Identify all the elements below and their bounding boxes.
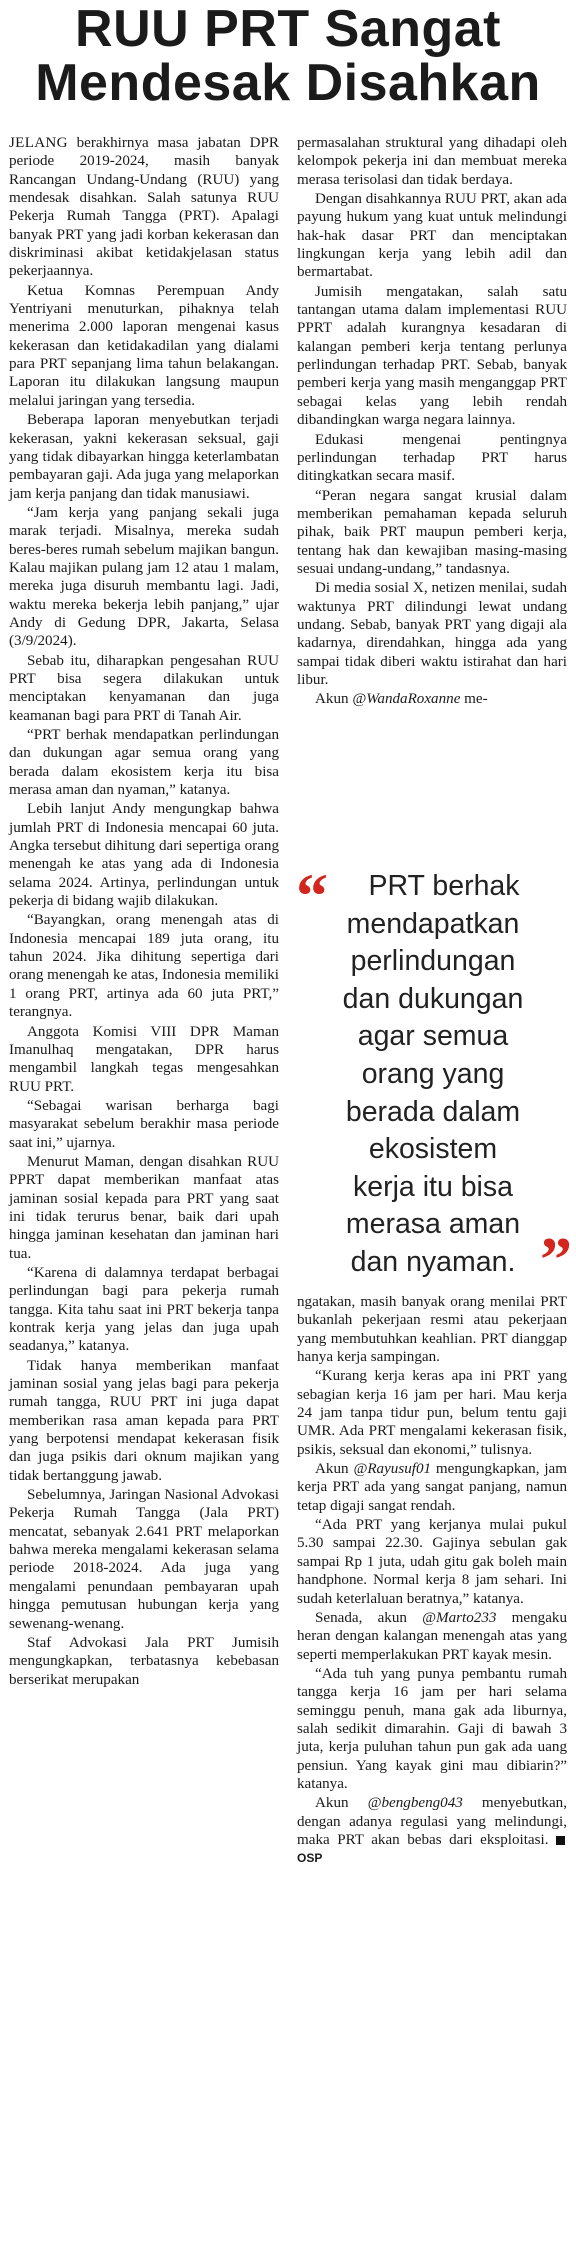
paragraph: “Ada tuh yang punya pembantu rumah tangga kerja 16 jam per hari selama seminggu penuh, mana gak ada liburnya, salah sedikit dimarahin. Gaji di bawah 3 juta, kerja puluhan tahun pun gak ada uang pensiun. Yang kayak gini mau dibiarin?” katanya. bbox=[297, 1665, 567, 1792]
pull-quote-line: perlindungan bbox=[350, 945, 516, 978]
pull-quote-line: ekosistem bbox=[368, 1133, 498, 1166]
pull-quote-line: PRT berhak bbox=[368, 870, 520, 902]
social-handle: @bengbeng043 bbox=[367, 1795, 463, 1812]
pull-quote-line: agar semua bbox=[357, 1020, 509, 1053]
right-column-top bbox=[297, 134, 567, 710]
quote-close-mark: ” bbox=[540, 1224, 572, 1295]
pull-quote-line: berada dalam bbox=[345, 1095, 521, 1128]
paragraph: Tidak hanya memberikan manfaat jaminan sosial yang jelas bagi para pekerja rumah tangga, RUU PRT ini juga dapat memberikan rasa aman kepada para PRT yang berpotensi mendapat kekerasan fisik dan juga psikis dari oknum majikan yang tidak bertanggung jawab. bbox=[9, 1357, 279, 1484]
author-signoff: OSP bbox=[297, 1851, 323, 1866]
paragraph: “Peran negara sangat krusial dalam memberikan pemahaman kepada seluruh pihak, baik PRT maupun pemberi kerja, tentang hak dan kewajiban masing-masing sesuai undang-undang,” tandasnya. bbox=[297, 487, 567, 577]
social-handle: @Marto233 bbox=[422, 1609, 497, 1626]
pull-quote-line: mendapatkan bbox=[346, 907, 520, 940]
paragraph: ngatakan, masih banyak orang menilai PRT bukanlah pekerjaan resmi atau pekerjaan yang membutuhkan keahlian. PRT dianggap hanya kerja sampingan. bbox=[297, 1294, 567, 1366]
end-of-article-icon bbox=[556, 1836, 565, 1845]
paragraph: Dengan disahkannya RUU PRT, akan ada payung hukum yang kuat untuk melindungi hak-hak dasar PRT dan menciptakan lingkungan kerja yang lebih adil dan bermartabat. bbox=[297, 191, 567, 281]
paragraph: Akun @bengbeng043 menyebutkan, dengan adanya regulasi yang melindungi, maka PRT akan bebas dari eksploitasi. OSP bbox=[297, 1795, 567, 1866]
paragraph: Di media sosial X, netizen menilai, sudah waktunya PRT dilindungi lewat undang undang. Sebab, banyak PRT yang digaji ala kadarnya, direndahkan, hingga ada yang sampai tidak diberi waktu istirahat dan hari libur. bbox=[297, 580, 567, 688]
pull-quote-line: dan dukungan bbox=[342, 982, 524, 1015]
left-column bbox=[9, 134, 279, 2234]
paragraph: “Jam kerja yang panjang sekali juga marak terjadi. Misalnya, mereka sudah beres-beres rumah sebelum majikan bangun. Kalau majikan pulang jam 12 atau 1 malam, mereka juga disuruh membantu lagi. Jadi, waktu mereka bekerja lebih panjang,” ujar Andy di Gedung DPR, Jakarta, Selasa (3/9/2024). bbox=[9, 504, 279, 650]
paragraph: Jumisih mengatakan, salah satu tantangan utama dalam implementasi RUU PPRT adalah kurangnya kesadaran di kalangan pemberi kerja tentang perlunya perlindungan terhadap PRT. Sebab, banyak pemberi kerja yang masih menganggap PRT sebagai kelas yang lebih rendah dibandingkan warga negara lainnya. bbox=[297, 283, 567, 429]
social-handle: @Rayusuf01 bbox=[353, 1461, 432, 1478]
right-column-bottom bbox=[297, 1293, 567, 1869]
paragraph: JELANG berakhirnya masa jabatan DPR periode 2019-2024, masih banyak Rancangan Undang-Undang (RUU) yang mendesak disahkan. Salah satunya RUU Pekerja Rumah Tangga (PRT). Apalagi banyak PRT yang jadi korban kekerasan dan diskriminasi akibat ketidakjelasan status pekerjaannya. bbox=[9, 135, 279, 280]
pull-quote-text bbox=[296, 868, 570, 1282]
pull-quote-line: merasa aman bbox=[345, 1208, 521, 1241]
social-handle: @WandaRoxanne bbox=[352, 691, 461, 708]
paragraph: Lebih lanjut Andy mengungkap bahwa jumlah PRT di Indonesia mencapai 60 juta. Angka tersebut dihitung dari sepertiga orang menengah ke atas yang ada di Indonesia selama 2024. Artinya, perlindungan untuk pekerja di bidang wajib dilakukan. bbox=[9, 801, 279, 910]
quote-open-mark: “ bbox=[296, 860, 328, 931]
paragraph: “Karena di dalamnya terdapat berbagai perlindungan bagi para pekerja rumah tangga. Kita tahu saat ini PRT bekerja tanpa kontrak kerja yang jelas dan juga upah seadanya,” katanya. bbox=[9, 1264, 279, 1355]
paragraph: “Ada PRT yang kerjanya mulai pukul 5.30 sampai 22.30. Gajinya sebulan gak sampai Rp 1 juta, udah gitu gak boleh main handphone. Normal kerja 8 jam sehari. Ini sudah keterlaluan beratnya,” katanya. bbox=[297, 1517, 567, 1607]
pull-quote-line: kerja itu bisa bbox=[353, 1170, 513, 1203]
pull-quote bbox=[296, 860, 572, 1295]
headline bbox=[0, 0, 576, 110]
paragraph: Ketua Komnas Perempuan Andy Yentriyani menuturkan, pihaknya telah menerima 2.000 laporan mengenai kasus kekerasan dan ketidakadilan yang dialami para PRT sepanjang lima tahun belakangan. Laporan itu dilakukan langsung maupun melalui jaringan yang tersedia. bbox=[9, 282, 279, 409]
paragraph: Senada, akun @Marto233 mengaku heran dengan kalangan menengah atas yang seperti memperlakukan PRT kayak mesin. bbox=[297, 1609, 567, 1663]
paragraph: Staf Advokasi Jala PRT Jumisih mengungkapkan, terbatasnya kebebasan berserikat merupakan bbox=[9, 1634, 279, 1688]
paragraph: Menurut Maman, dengan disahkan RUU PPRT dapat memberikan manfaat atas jaminan sosial kepada para PRT yang saat ini tidak terurus benar, baik dari upah hingga jaminan kesehatan dan jaminan hari tua. bbox=[9, 1153, 279, 1262]
paragraph: permasalahan struktural yang dihadapi oleh kelompok pekerja ini dan membuat mereka merasa terisolasi dan tidak berdaya. bbox=[297, 135, 567, 188]
paragraph: Beberapa laporan menyebutkan terjadi kekerasan, yakni kekerasan seksual, gaji yang tidak dibayarkan hingga keterlambatan pembayaran gaji. Ada juga yang melaporkan jam kerja panjang dan tidak manusiawi. bbox=[9, 412, 279, 502]
paragraph: Akun @Rayusuf01 mengungkapkan, jam kerja PRT ada yang sangat panjang, namun tetap digaji sangat rendah. bbox=[297, 1461, 567, 1514]
paragraph: Sebab itu, diharapkan pengesahan RUU PRT bisa segera dilakukan untuk menciptakan kenyamanan dan juga keamanan bagi para PRT di Tanah Air. bbox=[9, 652, 279, 724]
paragraph: Sebelumnya, Jaringan Nasional Advokasi Pekerja Rumah Tangga (Jala PRT) mencatat, sebanyak 2.641 PRT melaporkan bahwa mereka mengalami kekerasan selama periode 2018-2024. Ada juga yang mengalami penundaan pembayaran upah hingga pemutusan hubungan kerja yang sewenang-wenang. bbox=[9, 1487, 279, 1632]
paragraph: “Sebagai warisan berharga bagi masyarakat sebelum berakhir masa periode saat ini,” ujarnya. bbox=[9, 1097, 279, 1151]
paragraph: Akun @WandaRoxanne me- bbox=[315, 691, 488, 708]
paragraph: Edukasi mengenai pentingnya perlindungan terhadap PRT harus ditingkatkan secara masif. bbox=[297, 431, 567, 485]
paragraph: “Kurang kerja keras apa ini PRT yang sebagian kerja 16 jam per hari. Mau kerja 24 jam tanpa tidur pun, belum tentu gaji UMR. Ada PRT mengalami kekerasan fisik, psikis, seksual dan ekonomi,” tulisnya. bbox=[297, 1368, 567, 1458]
pull-quote-line: orang yang bbox=[361, 1057, 505, 1090]
paragraph: Anggota Komisi VIII DPR Maman Imanulhaq mengatakan, DPR harus mengambil langkah tegas mengesahkan RUU PRT. bbox=[9, 1023, 279, 1095]
paragraph: “PRT berhak mendapatkan perlindungan dan dukungan agar semua orang yang berada dalam ekosistem kerja itu bisa merasa aman dan nyaman,” katanya. bbox=[9, 727, 279, 799]
headline-line-1: RUU PRT Sangat bbox=[75, 0, 501, 58]
pull-quote-line: dan nyaman. bbox=[350, 1245, 516, 1278]
paragraph: “Bayangkan, orang menengah atas di Indonesia mencapai 189 juta orang, itu tahun 2024. Jika dihitung sepertiga dari orang menengah ke atas, Indonesia memiliki 1 orang PRT, artinya ada 60 juta PRT,” terangnya. bbox=[9, 912, 279, 1021]
headline-line-2: Mendesak Disahkan bbox=[35, 54, 541, 112]
